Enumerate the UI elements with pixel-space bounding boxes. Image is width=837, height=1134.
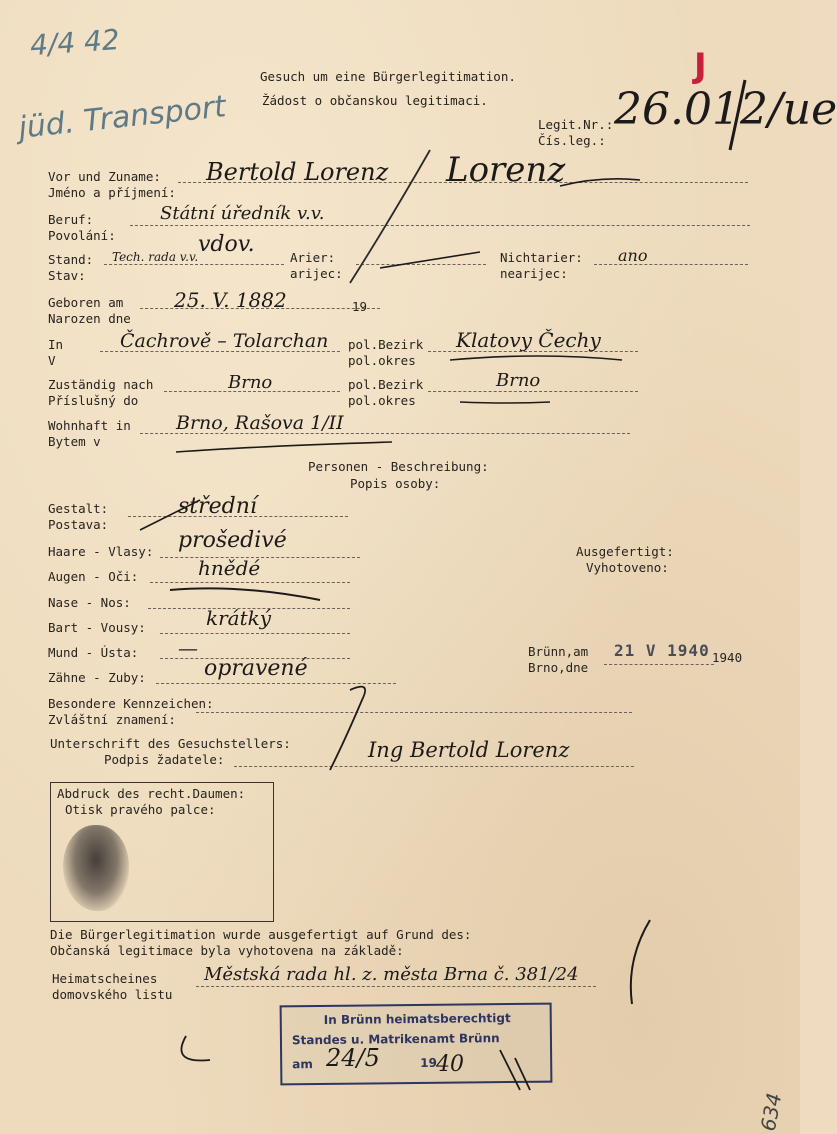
issued-label-de: Ausgefertigt: <box>576 544 674 559</box>
geboren-year-prefix: 19 <box>352 299 368 314</box>
arier-label-de: Arier: <box>290 250 336 265</box>
stamp-date-hand: 24/5 <box>326 1044 380 1072</box>
heimat-label-de: Heimatscheines <box>52 971 158 986</box>
issued-place-cz: Brno,dne <box>528 660 589 675</box>
name-underline <box>560 179 640 186</box>
kennzeichen-label-cz: Zvláštní znamení: <box>48 712 176 727</box>
nichtarier-label-cz: nearijec: <box>500 266 568 281</box>
stand-label-cz: Stav: <box>48 268 86 283</box>
name-value-surname: Lorenz <box>446 150 566 190</box>
legit-nr-label: Legit.Nr.: <box>538 117 614 132</box>
augen-label: Augen - Oči: <box>48 569 139 584</box>
stand-value: Tech. rada v.v. <box>112 250 199 264</box>
signature-label-de: Unterschrift des Gesuchstellers: <box>50 736 291 751</box>
name-label-de: Vor und Zuname: <box>48 169 161 184</box>
in-value: Čachrově – Tolarchan <box>120 330 329 352</box>
form-title-cz: Žádost o občanskou legitimaci. <box>262 93 488 108</box>
geboren-label-cz: Narozen dne <box>48 311 131 326</box>
wohnhaft-label-de: Wohnhaft in <box>48 418 131 433</box>
in-label-cz: V <box>48 353 56 368</box>
nichtarier-value: ano <box>618 246 648 265</box>
signature-label-cz: Podpis žadatele: <box>104 752 225 767</box>
basis-line-cz: Občanská legitimace byla vyhotovena na základě: <box>50 943 404 958</box>
heimat-value: Městská rada hl. z. města Brna č. 381/24 <box>204 964 579 985</box>
beruf-value: Státní úředník v.v. <box>160 203 325 224</box>
wohnhaft-label-cz: Bytem v <box>48 434 101 449</box>
transport-annotation: jüd. Transport <box>16 89 228 146</box>
zustandig-label-de: Zuständig nach <box>48 377 154 392</box>
issued-year-suffix: 1940 <box>712 650 743 665</box>
beruf-label-cz: Povolání: <box>48 228 116 243</box>
gestalt-label-de: Gestalt: <box>48 501 109 516</box>
wohnhaft-value: Brno, Rašova 1/II <box>176 412 344 434</box>
jewish-mark: J <box>694 46 707 86</box>
zahne-label: Zähne - Zuby: <box>48 670 146 685</box>
bottom-sign <box>500 1050 530 1090</box>
gestalt-value: střední <box>178 494 257 519</box>
signature-value: Ing Bertold Lorenz <box>368 738 570 762</box>
basis-line-de: Die Bürgerlegitimation wurde ausgefertigt auf Grund des: <box>50 927 472 942</box>
issued-place-de: Brünn,am <box>528 644 589 659</box>
name-label-cz: Jméno a příjmení: <box>48 185 176 200</box>
in-label-de: In <box>48 337 64 352</box>
zustandig-value: Brno <box>228 372 273 393</box>
nichtarier-label-de: Nichtarier: <box>500 250 583 265</box>
stamp-line-3-year: 19 <box>420 1055 437 1070</box>
gestalt-label-cz: Postava: <box>48 517 109 532</box>
form-title-de: Gesuch um eine Bürgerlegitimation. <box>260 69 516 84</box>
date-annotation: 4/4 42 <box>28 22 121 63</box>
mund-value: — <box>178 636 198 660</box>
in-bezirk-label-cz: pol.okres <box>348 353 416 368</box>
heimat-label-cz: domovského listu <box>52 987 173 1002</box>
zustandig-label-cz: Příslušný do <box>48 393 139 408</box>
nase-label: Nase - Nos: <box>48 595 131 610</box>
zust-bezirk-value: Brno <box>496 370 541 391</box>
beruf-label-de: Beruf: <box>48 212 94 227</box>
cis-leg-label: Čís.leg.: <box>538 133 606 148</box>
zust-bezirk-label-de: pol.Bezirk <box>348 377 424 392</box>
thumb-label-de: Abdruck des recht.Daumen: <box>57 786 246 801</box>
kennzeichen-mark <box>330 687 365 770</box>
stamp-line-1: In Brünn heimatsberechtigt <box>323 1011 511 1027</box>
description-heading-de: Personen - Beschreibung: <box>308 459 489 474</box>
in-bezirk-label-de: pol.Bezirk <box>348 337 424 352</box>
gestalt-slash <box>140 500 200 530</box>
augen-value: hnědé <box>198 556 261 580</box>
right-bracket <box>631 920 650 1004</box>
zust-underline <box>460 402 550 403</box>
arier-label-cz: arijec: <box>290 266 343 281</box>
issued-date-value: 21 V 1940 <box>614 641 710 660</box>
stamp-line-2: Standes u. Matrikenamt Brünn <box>291 1031 500 1048</box>
stand-label-de: Stand: <box>48 252 94 267</box>
issued-label-cz: Vyhotoveno: <box>586 560 669 575</box>
legit-nr-value: 26.012/ue <box>614 84 837 135</box>
stamp-line-3-prefix: am <box>292 1057 313 1072</box>
zust-bezirk-label-cz: pol.okres <box>348 393 416 408</box>
name-value: Bertold Lorenz <box>206 158 389 186</box>
legit-slash <box>730 80 745 150</box>
name-strike-line <box>350 150 430 283</box>
nose-stroke <box>170 588 320 600</box>
stamp-year-hand: 40 <box>436 1052 464 1077</box>
thumb-label-cz: Otisk pravého palce: <box>65 802 216 817</box>
bottom-left-hook <box>181 1036 210 1061</box>
in-bezirk-value: Klatovy Čechy <box>456 328 601 352</box>
stand-value-2: vdov. <box>198 232 255 257</box>
page-number: 634 <box>755 1091 787 1133</box>
geboren-value: 25. V. 1882 <box>174 288 287 312</box>
bart-label: Bart - Vousy: <box>48 620 146 635</box>
zahne-value: opravené <box>204 656 308 681</box>
bezirk-underline <box>450 356 622 360</box>
mund-label: Mund - Ústa: <box>48 645 139 660</box>
stand-dash-1 <box>380 252 480 268</box>
wohn-underline <box>176 442 392 452</box>
bart-value: krátký <box>206 606 272 630</box>
haare-value: prošedivé <box>178 528 287 553</box>
kennzeichen-label-de: Besondere Kennzeichen: <box>48 696 214 711</box>
haare-label: Haare - Vlasy: <box>48 544 154 559</box>
description-heading-cz: Popis osoby: <box>350 476 441 491</box>
geboren-label-de: Geboren am <box>48 295 124 310</box>
